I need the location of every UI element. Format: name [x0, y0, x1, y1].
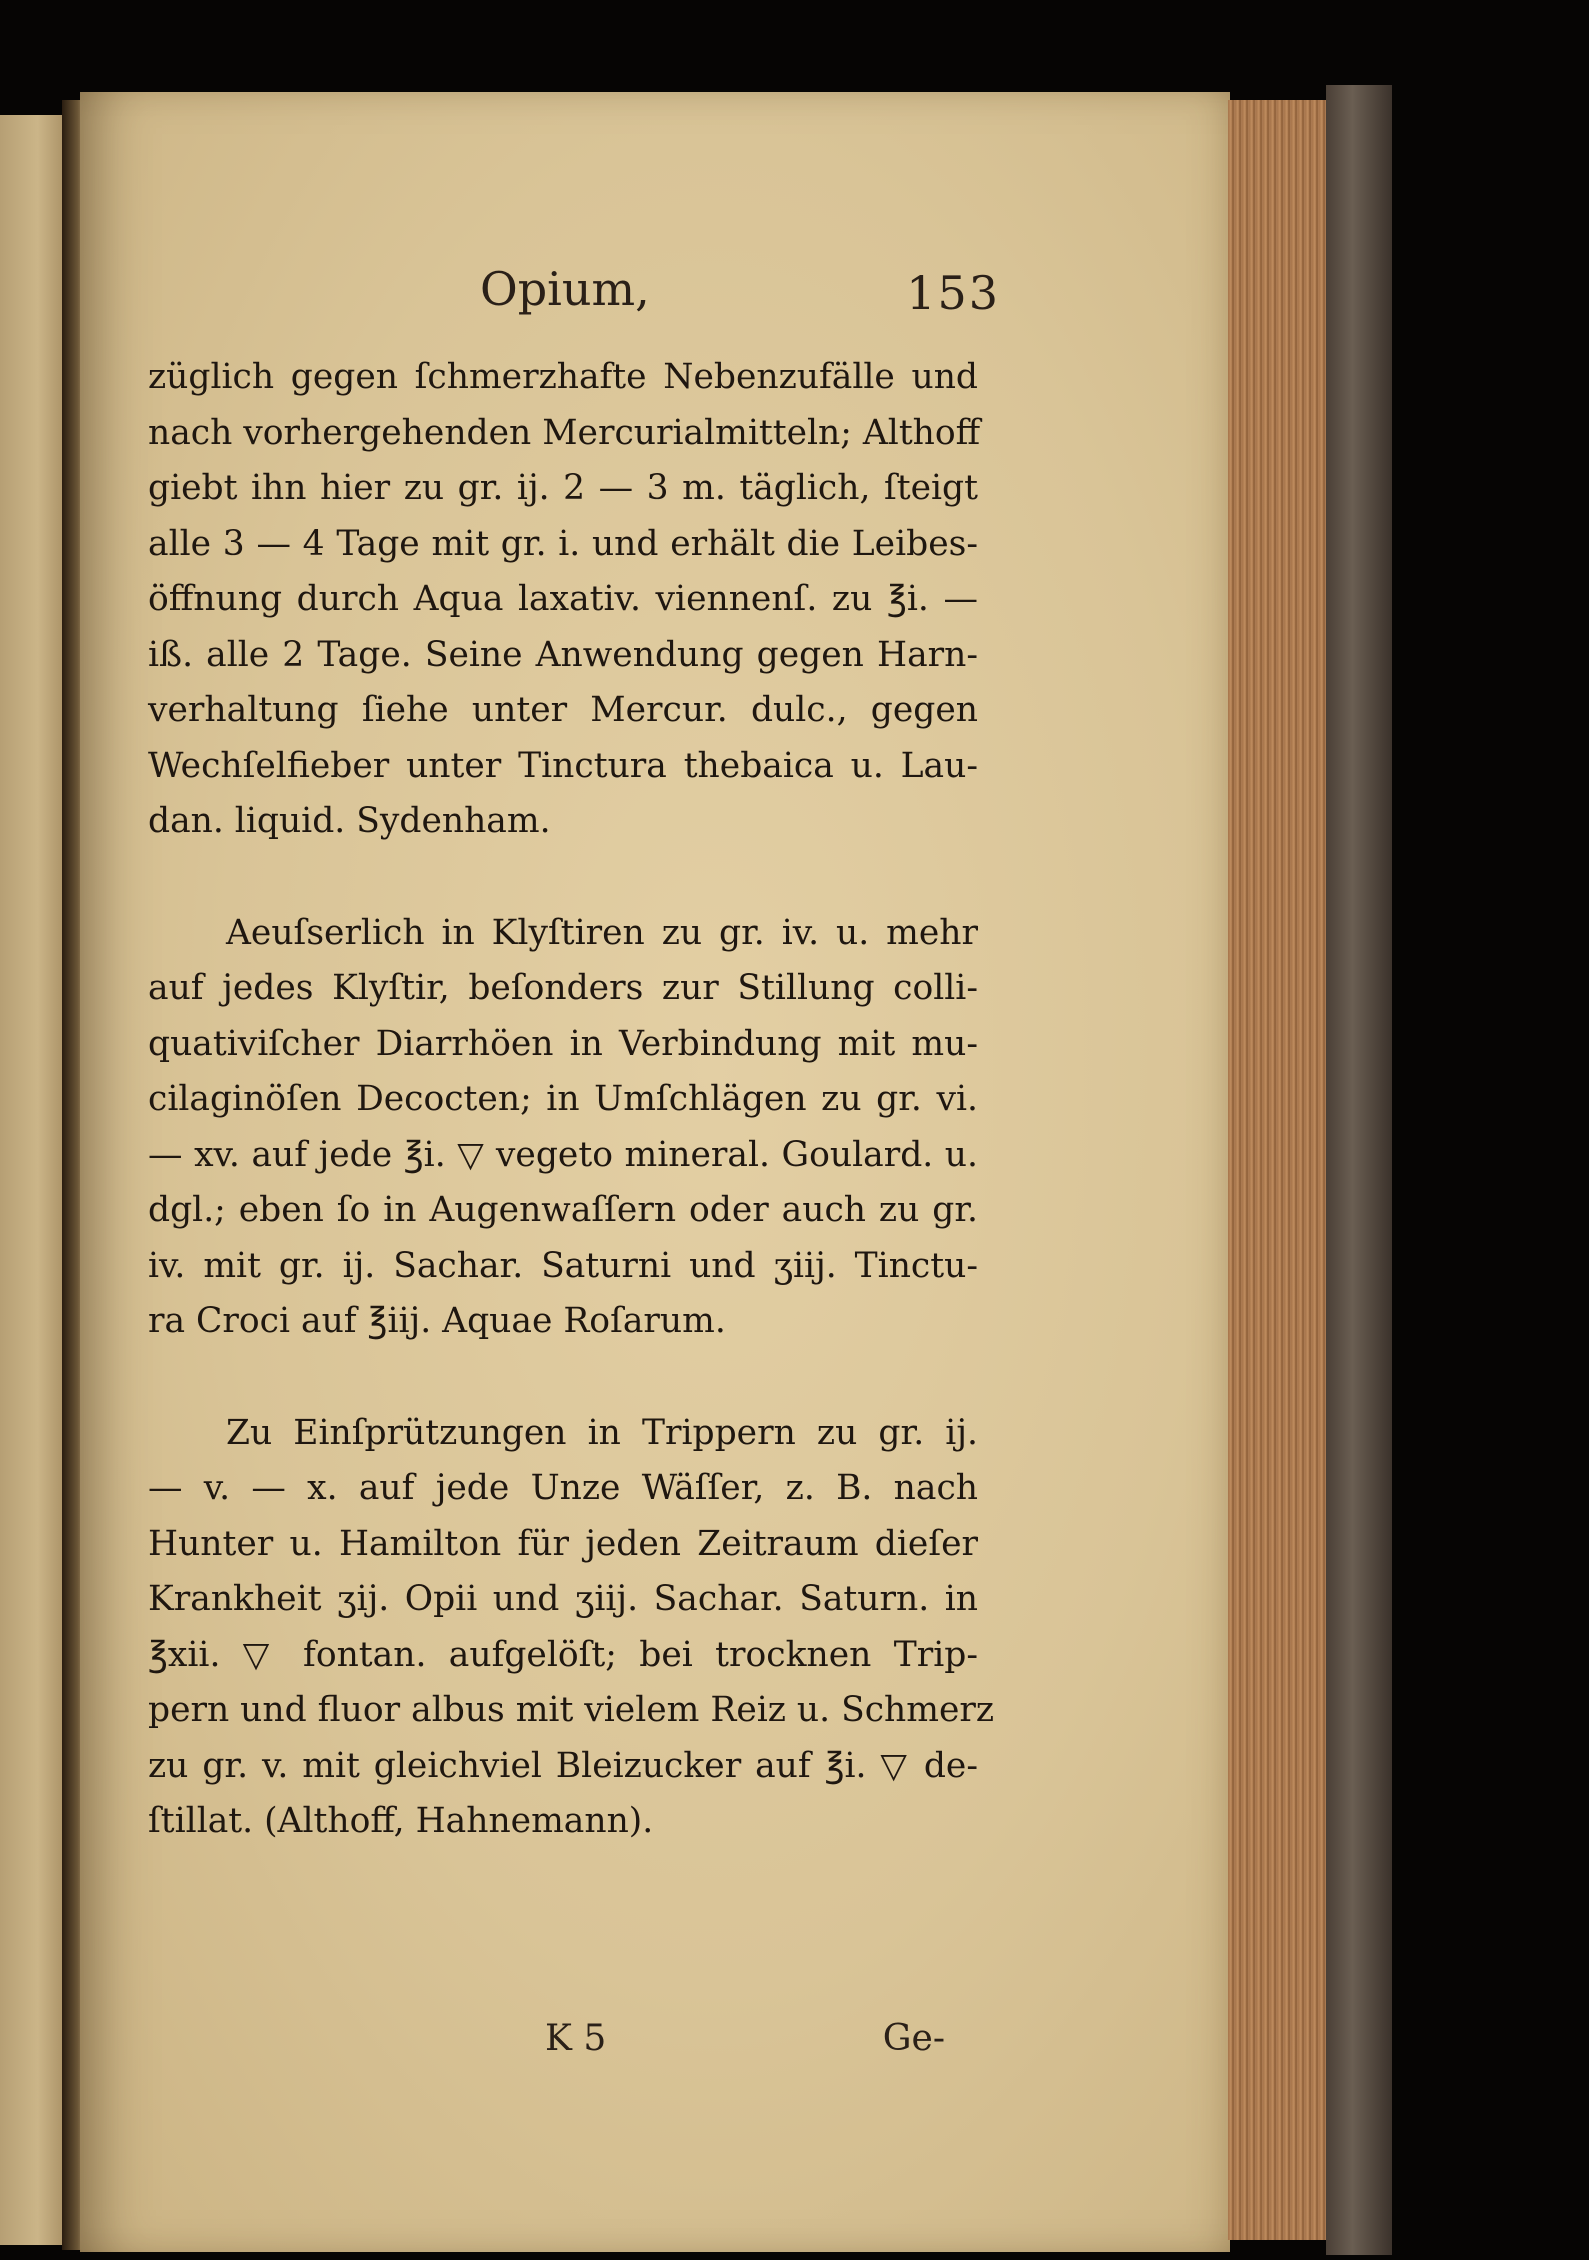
- text-line: Aeuſserlich in Klyſtiren zu gr. iv. u. mehr: [226, 912, 978, 953]
- text-line: Krankheit ʒij. Opii und ʒiij. Sachar. Saturn. in: [148, 1579, 978, 1619]
- signature-mark: K 5: [545, 2018, 607, 2059]
- book-cover-board: [1326, 85, 1392, 2255]
- left-page-edge: [0, 115, 68, 2245]
- page-stack-edge: [1228, 100, 1328, 2240]
- paragraph-3: [148, 1406, 995, 1850]
- text-line: Hunter u. Hamilton für jeden Zeitraum dieſer: [148, 1523, 978, 1564]
- text-line: nach vorhergehenden Mercurialmitteln; Althoff: [148, 412, 981, 453]
- text-line: zu gr. v. mit gleichviel Bleizucker auf ℥i. ▽ de-: [148, 1745, 978, 1786]
- text-line: Zu Einſprützungen in Trippern zu gr. ij.: [226, 1412, 978, 1453]
- text-line: alle 3 — 4 Tage mit gr. i. und erhält die Leibes-: [148, 523, 978, 564]
- text-line: Wechſelfieber unter Tinctura thebaica u. Lau-: [148, 745, 978, 786]
- text-line: züglich gegen ſchmerzhafte Nebenzufälle und: [148, 357, 978, 397]
- text-line: pern und fluor albus mit vielem Reiz u. Schmerz: [148, 1690, 995, 1730]
- text-line: verhaltung ſiehe unter Mercur. dulc., gegen: [148, 690, 978, 730]
- page-footer: [545, 2018, 945, 2068]
- text-line: — xv. auf jede ℥i. ▽ vegeto mineral. Goulard. u.: [148, 1134, 978, 1175]
- text-line: ra Croci auf ℥iij. Aquae Roſarum.: [148, 1301, 726, 1341]
- running-title: Opium,: [480, 262, 650, 316]
- text-line: giebt ihn hier zu gr. ij. 2 — 3 m. täglich, ſteigt: [148, 468, 978, 508]
- paragraph-2: [148, 906, 978, 1350]
- paragraph-gap: [148, 1350, 978, 1406]
- catchword: Ge-: [882, 2018, 945, 2059]
- text-line: quativiſcher Diarrhöen in Verbindung mit mu-: [148, 1023, 978, 1064]
- text-line: auf jedes Klyſtir, beſonders zur Stillung colli-: [148, 968, 978, 1008]
- text-line: ℥xii. ▽ fontan. aufgelöſt; bei trocknen Trip-: [148, 1634, 978, 1675]
- text-line: ſtillat. (Althoff, Hahnemann).: [148, 1801, 654, 1841]
- text-line: öffnung durch Aqua laxativ. viennenſ. zu ℥i. —: [148, 579, 978, 619]
- text-line: iß. alle 2 Tage. Seine Anwendung gegen Harn-: [148, 634, 978, 675]
- body-text: [148, 350, 995, 1850]
- text-line: iv. mit gr. ij. Sachar. Saturni und ʒiij. Tinctu-: [148, 1245, 978, 1286]
- text-line: — v. — x. auf jede Unze Wäſſer, z. B. nach: [148, 1468, 978, 1508]
- paragraph-gap: [148, 850, 978, 906]
- text-line: dan. liquid. Sydenham.: [148, 801, 551, 841]
- text-line: cilaginöſen Decocten; in Umſchlägen zu gr. vi.: [148, 1079, 978, 1119]
- text-line: dgl.; eben ſo in Augenwaſſern oder auch zu gr.: [148, 1190, 978, 1230]
- page-number: 153: [906, 266, 1000, 320]
- paragraph-1: [148, 350, 981, 850]
- running-head: [480, 262, 1000, 322]
